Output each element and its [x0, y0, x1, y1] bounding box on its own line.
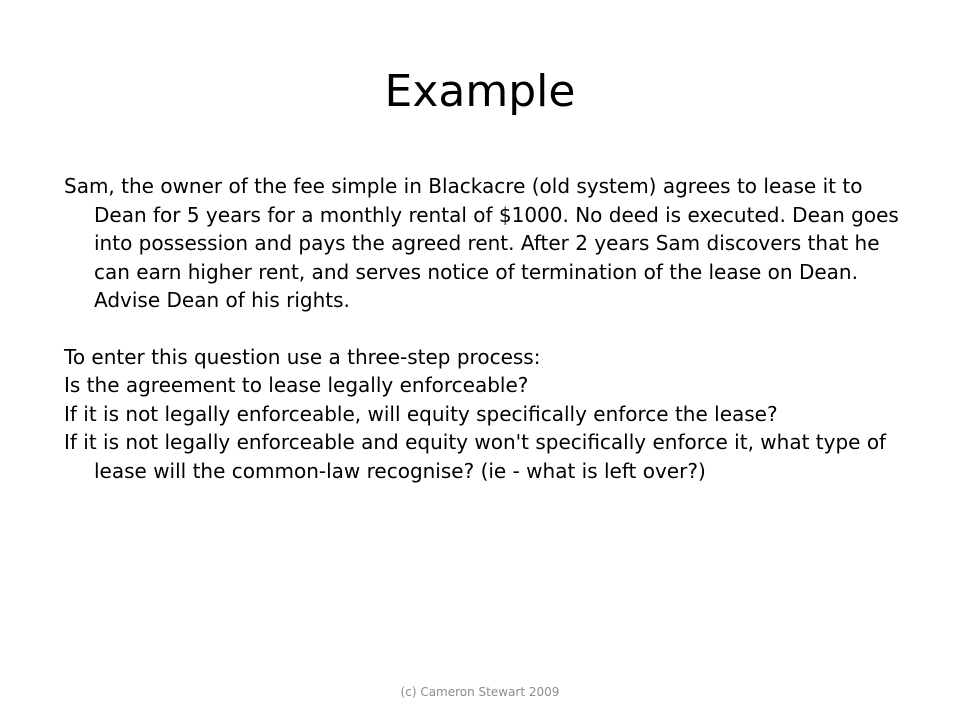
instruction-intro: To enter this question use a three-step process: — [64, 344, 541, 369]
scenario-paragraph: Sam, the owner of the fee simple in Blackacre (old system) agrees to lease it to Dean for 5 years for a monthly rental of $1000. No deed is executed. Dean goes into possession and pays the agreed rent. After 2 years Sam discovers that he can earn higher rent, and serves notice of termination of the lease on Dean. Advise Dean of his rights. — [64, 174, 899, 312]
slide-title: Example — [384, 66, 576, 117]
instruction-step-2: If it is not legally enforceable, will equity specifically enforce the lease? — [64, 401, 778, 426]
instruction-step-1: Is the agreement to lease legally enforceable? — [64, 373, 529, 397]
instruction-step-3: If it is not legally enforceable and equity won't specifically enforce it, what type of lease will the common-law recognise? (ie - what is left over?) — [64, 430, 887, 483]
copyright-footer: (c) Cameron Stewart 2009 — [400, 685, 560, 699]
paragraph-spacer — [64, 315, 910, 343]
slide-body — [64, 172, 910, 485]
